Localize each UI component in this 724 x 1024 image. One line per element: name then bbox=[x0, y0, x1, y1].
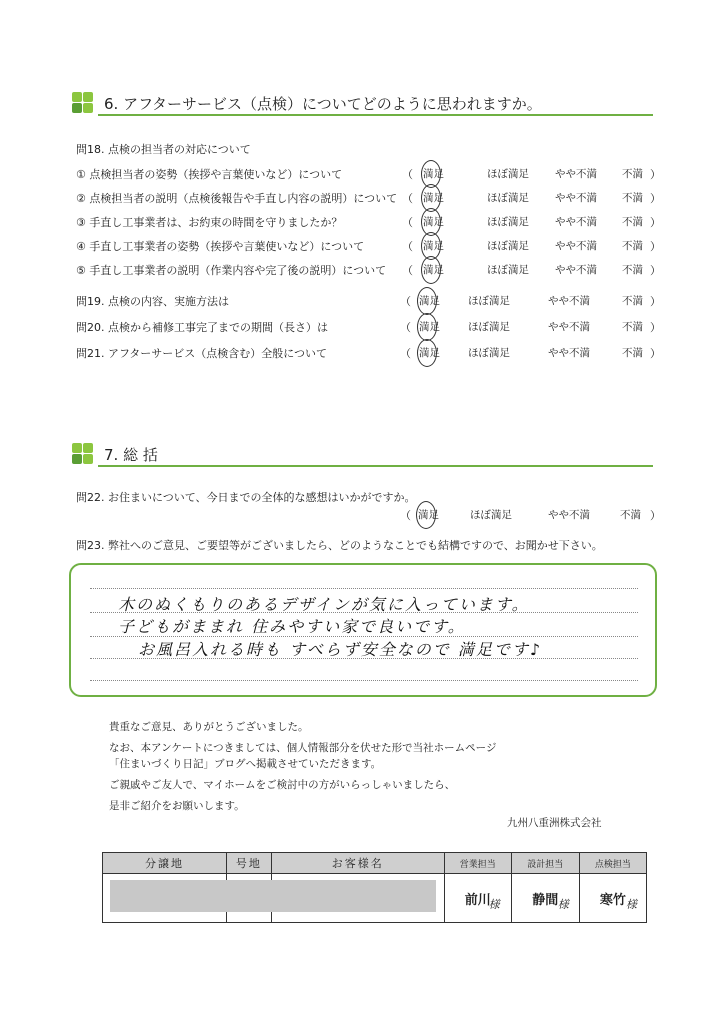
header-lot: 号地 bbox=[227, 853, 272, 874]
q18-item-5: ⑤ 手直し工事業者の説明（作業内容や完了後の説明）について bbox=[76, 264, 387, 277]
q18-item-3: ③ 手直し工事業者は、お約束の時間を守りましたか？ bbox=[76, 216, 343, 229]
closing-line-2: なお、本アンケートにつきましては、個人情報部分を伏せた形で当社ホームページ bbox=[109, 742, 497, 754]
q20-somewhat[interactable]: やや不満 bbox=[548, 321, 590, 333]
design-honorific: 様 bbox=[557, 898, 569, 911]
q22-satisfied[interactable]: 満足 bbox=[418, 509, 439, 521]
clover-icon bbox=[72, 92, 94, 114]
q18-2-close: ） bbox=[650, 192, 661, 205]
cell-design bbox=[511, 874, 579, 923]
q18-2-open: （ bbox=[402, 192, 413, 205]
q21-satisfied[interactable]: 満足 bbox=[419, 347, 440, 359]
q18-1-close: ） bbox=[650, 168, 661, 181]
q18-4-dissatisfied[interactable]: 不満 bbox=[622, 240, 643, 252]
q18-1-mostly[interactable]: ほぼ満足 bbox=[487, 168, 529, 180]
design-name: 静間 bbox=[532, 892, 559, 908]
section6-divider bbox=[98, 114, 653, 116]
q18-2-somewhat[interactable]: やや不満 bbox=[555, 192, 597, 204]
q20-label: 問20. 点検から補修工事完了までの期間（長さ）は bbox=[76, 321, 328, 334]
inspection-honorific: 様 bbox=[625, 898, 637, 911]
q19-somewhat[interactable]: やや不満 bbox=[548, 295, 590, 307]
cell-sales bbox=[444, 874, 511, 923]
redaction-block bbox=[110, 880, 436, 912]
q18-3-dissatisfied[interactable]: 不満 bbox=[622, 216, 643, 228]
q18-5-somewhat[interactable]: やや不満 bbox=[555, 264, 597, 276]
q18-1-dissatisfied[interactable]: 不満 bbox=[622, 168, 643, 180]
inspection-name: 寒竹 bbox=[599, 892, 626, 908]
q20-selected-circle bbox=[417, 313, 437, 341]
q21-dissatisfied[interactable]: 不満 bbox=[622, 347, 643, 359]
q18-2-dissatisfied[interactable]: 不満 bbox=[622, 192, 643, 204]
closing-line-4: ご親戚やご友人で、マイホームをご検討中の方がいらっしゃいましたら、 bbox=[109, 779, 456, 791]
closing-line-5: 是非ご紹介をお願いします。 bbox=[109, 800, 245, 812]
q20-close: ） bbox=[650, 321, 661, 334]
q22-mostly[interactable]: ほぼ満足 bbox=[470, 509, 512, 521]
header-design: 設計担当 bbox=[511, 853, 579, 874]
header-inspection: 点検担当 bbox=[579, 853, 646, 874]
q22-close: ） bbox=[650, 509, 661, 522]
q19-label: 問19. 点検の内容、実施方法は bbox=[76, 295, 229, 308]
q18-3-close: ） bbox=[650, 216, 661, 229]
q18-label: 問18. 点検の担当者の対応について bbox=[76, 143, 251, 156]
q21-label: 問21. アフターサービス（点検含む）全般について bbox=[76, 347, 327, 360]
q18-1-somewhat[interactable]: やや不満 bbox=[555, 168, 597, 180]
q18-item-2: ② 点検担当者の説明（点検後報告や手直し内容の説明）について bbox=[76, 192, 398, 205]
q19-dissatisfied[interactable]: 不満 bbox=[622, 295, 643, 307]
q22-selected-circle bbox=[416, 501, 436, 529]
q19-close: ） bbox=[650, 295, 661, 308]
q18-5-dissatisfied[interactable]: 不満 bbox=[622, 264, 643, 276]
q18-item-4: ④ 手直し工事業者の姿勢（挨拶や言葉使いなど）について bbox=[76, 240, 365, 253]
q18-3-somewhat[interactable]: やや不満 bbox=[555, 216, 597, 228]
q18-5-satisfied[interactable]: 満足 bbox=[423, 264, 444, 276]
comment-line-2: 子どもがままれ 住みやすい家で良いです。 bbox=[118, 617, 466, 636]
q18-5-selected-circle bbox=[421, 256, 441, 284]
q18-5-mostly[interactable]: ほぼ満足 bbox=[487, 264, 529, 276]
comment-rule bbox=[90, 680, 638, 681]
q21-selected-circle bbox=[417, 339, 437, 367]
q18-4-open: （ bbox=[402, 240, 413, 253]
q19-open: （ bbox=[400, 295, 411, 308]
clover-icon bbox=[72, 443, 94, 465]
q18-3-mostly[interactable]: ほぼ満足 bbox=[487, 216, 529, 228]
q21-close: ） bbox=[650, 347, 661, 360]
sales-name: 前川 bbox=[464, 892, 491, 908]
comment-line-1: 木のぬくもりのあるデザインが気に入っています。 bbox=[118, 595, 530, 614]
q18-2-mostly[interactable]: ほぼ満足 bbox=[487, 192, 529, 204]
q18-1-open: （ bbox=[402, 168, 413, 181]
q18-5-close: ） bbox=[650, 264, 661, 277]
company-name: 九州八重洲株式会社 bbox=[507, 817, 602, 829]
q18-3-satisfied[interactable]: 満足 bbox=[423, 216, 444, 228]
q20-satisfied[interactable]: 満足 bbox=[419, 321, 440, 333]
section7-title: 7. 総 括 bbox=[104, 446, 158, 464]
q19-selected-circle bbox=[417, 287, 437, 315]
q22-open: （ bbox=[400, 509, 411, 522]
comment-line-3: お風呂入れる時も すべらず安全なので 満足です♪ bbox=[138, 640, 543, 659]
q18-3-open: （ bbox=[402, 216, 413, 229]
closing-line-3: 「住まいづくり日記」ブログへ掲載させていただきます。 bbox=[109, 758, 382, 770]
header-subdivision: 分譲地 bbox=[103, 853, 227, 874]
section7-divider bbox=[98, 465, 653, 467]
q20-mostly[interactable]: ほぼ満足 bbox=[468, 321, 510, 333]
sales-honorific: 様 bbox=[488, 898, 500, 911]
q18-4-satisfied[interactable]: 満足 bbox=[423, 240, 444, 252]
q18-1-satisfied[interactable]: 満足 bbox=[423, 168, 444, 180]
q22-somewhat[interactable]: やや不満 bbox=[548, 509, 590, 521]
q19-mostly[interactable]: ほぼ満足 bbox=[468, 295, 510, 307]
q23-label: 問23. 弊社へのご意見、ご要望等がございましたら、どのようなことでも結構ですので、お聞かせ下さい。 bbox=[76, 539, 603, 552]
q22-dissatisfied[interactable]: 不満 bbox=[620, 509, 641, 521]
header-sales: 営業担当 bbox=[444, 853, 511, 874]
q18-4-mostly[interactable]: ほぼ満足 bbox=[487, 240, 529, 252]
q18-item-1: ① 点検担当者の姿勢（挨拶や言葉使いなど）について bbox=[76, 168, 343, 181]
q21-somewhat[interactable]: やや不満 bbox=[548, 347, 590, 359]
q18-2-satisfied[interactable]: 満足 bbox=[423, 192, 444, 204]
q18-4-close: ） bbox=[650, 240, 661, 253]
q19-satisfied[interactable]: 満足 bbox=[419, 295, 440, 307]
q18-5-open: （ bbox=[402, 264, 413, 277]
cell-inspection bbox=[579, 874, 646, 923]
q20-open: （ bbox=[400, 321, 411, 334]
q21-open: （ bbox=[400, 347, 411, 360]
header-customer: お客様名 bbox=[271, 853, 444, 874]
q22-label: 問22. お住まいについて、今日までの全体的な感想はいかがですか。 bbox=[76, 491, 416, 504]
section6-title: 6. アフターサービス（点検）についてどのように思われますか。 bbox=[104, 95, 542, 113]
closing-line-1: 貴重なご意見、ありがとうございました。 bbox=[109, 721, 309, 733]
comment-rule bbox=[90, 588, 638, 589]
q18-4-somewhat[interactable]: やや不満 bbox=[555, 240, 597, 252]
q21-mostly[interactable]: ほぼ満足 bbox=[468, 347, 510, 359]
q20-dissatisfied[interactable]: 不満 bbox=[622, 321, 643, 333]
